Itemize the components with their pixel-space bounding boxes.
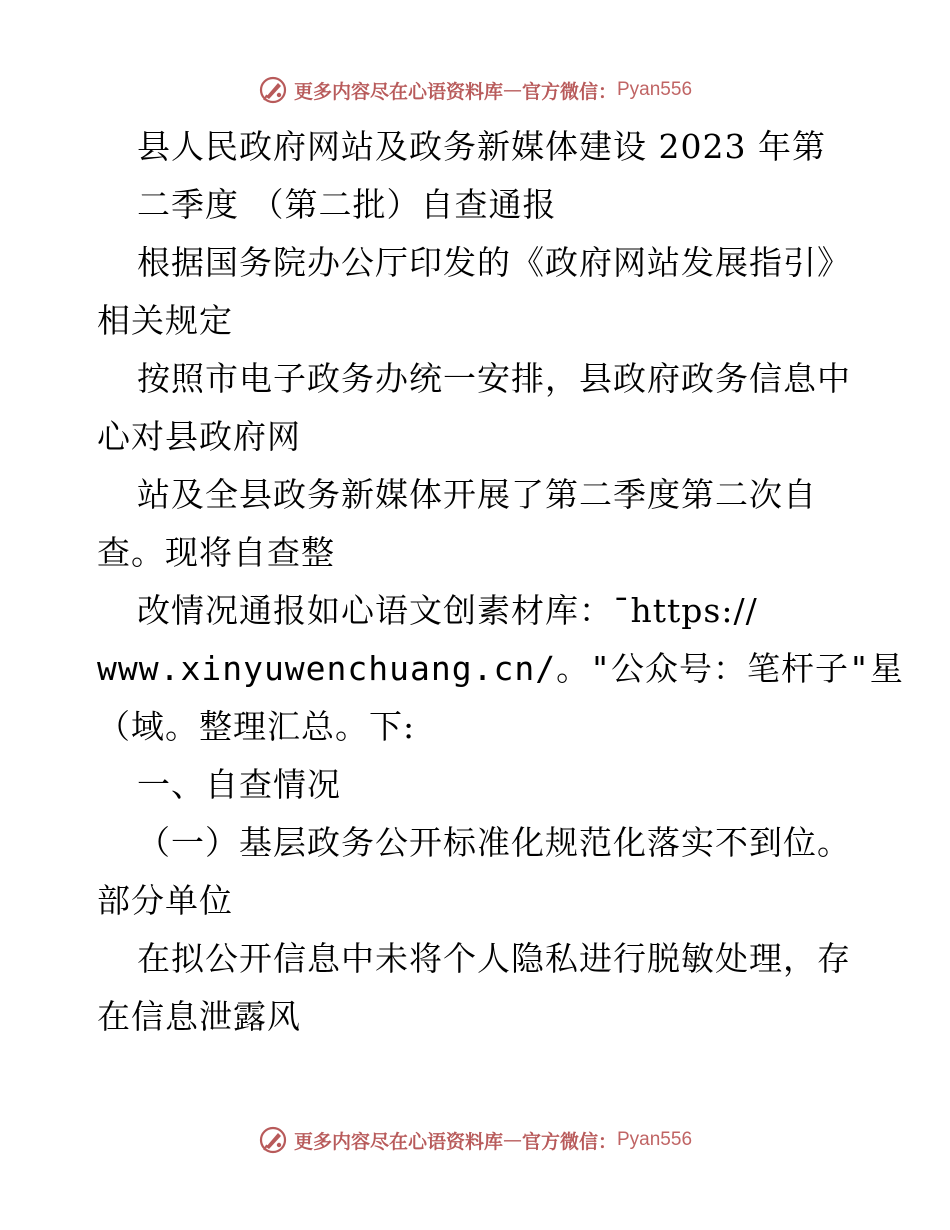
doc-title-line-1: 县人民政府网站及政务新媒体建设 2023 年第 — [137, 127, 826, 166]
footer-watermark — [0, 1120, 950, 1160]
paragraph-line: 站及全县政务新媒体开展了第二季度第二次自 — [137, 475, 817, 514]
paragraph-line: 改情况通报如心语文创素材库：¯https:// — [137, 591, 758, 630]
quill-pen-logo-icon — [258, 1125, 288, 1155]
paragraph-line: 在拟公开信息中未将个人隐私进行脱敏处理，存 — [137, 939, 851, 978]
watermark-separator: — — [502, 79, 522, 101]
paragraph-line: 在信息泄露风 — [97, 997, 301, 1036]
paragraph-line: 按照市电子政务办统一安排，县政府政务信息中 — [137, 359, 851, 398]
doc-title-line-2: 二季度 （第二批）自查通报 — [137, 185, 557, 224]
header-watermark — [0, 70, 950, 110]
watermark-account-id: Pyan556 — [617, 1129, 693, 1150]
paragraph-line: 部分单位 — [97, 881, 233, 920]
paragraph-line: 查。现将自查整 — [97, 533, 335, 572]
subsection-heading: （一）基层政务公开标准化规范化落实不到位。 — [137, 823, 851, 862]
paragraph-line: 根据国务院办公厅印发的《政府网站发展指引》 — [137, 243, 851, 282]
paragraph-line: 心对县政府网 — [97, 417, 301, 456]
quill-pen-logo-icon — [258, 75, 288, 105]
watermark-account-id: Pyan556 — [617, 79, 693, 100]
document-body — [97, 118, 904, 1046]
paragraph-line: 相关规定 — [97, 301, 233, 340]
section-heading: 一、自查情况 — [137, 765, 341, 804]
watermark-account-label: 官方微信： — [521, 1130, 617, 1153]
watermark-text: 更多内容尽在心语资料库 — [293, 80, 503, 103]
watermark-text: 更多内容尽在心语资料库 — [293, 1130, 503, 1153]
paragraph-line: （域。整理汇总。下: — [97, 707, 416, 746]
watermark-account-label: 官方微信： — [521, 80, 617, 103]
watermark-separator: — — [502, 1129, 522, 1151]
paragraph-line: www.xinyuwenchuang.cn/。"公众号：笔杆子"星 — [97, 649, 904, 688]
